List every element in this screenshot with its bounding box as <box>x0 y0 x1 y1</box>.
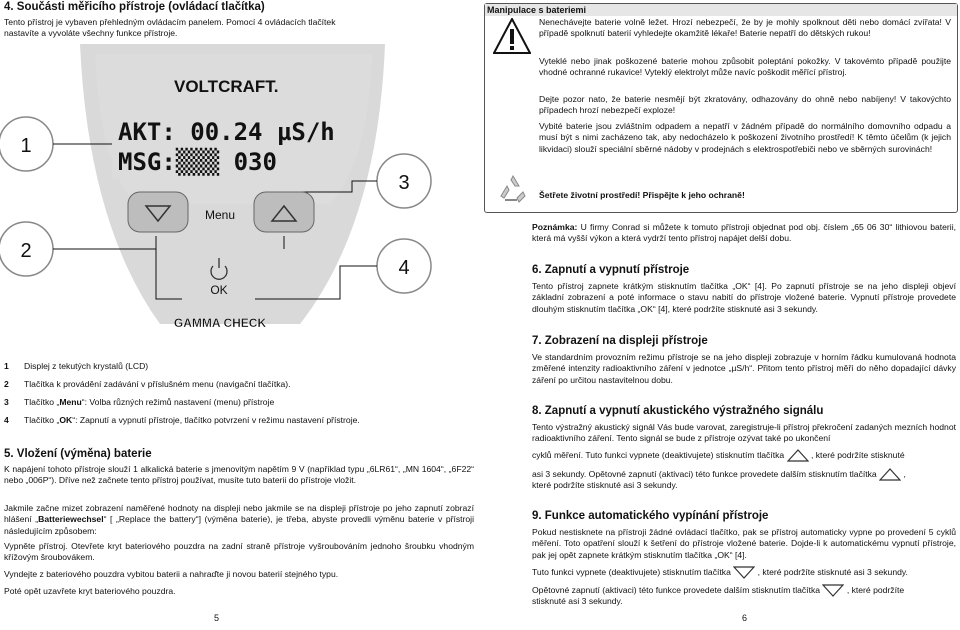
battery-paragraph-1: K napájení tohoto přístroje slouží 1 alkalická baterie s jmenovitým napětím 9 V (například typu „6LR61“, „MN 1604“, „6F22“ nebo „006P“). Dříve než začnete tento přístroj používat, musíte tuto baterii do přístroje vložit. <box>4 464 474 486</box>
section-8-text-2: cyklů měření. Tuto funkci vypnete (deaktivujete) stisknutím tlačítka , které podržíte stisknuté <box>532 449 956 462</box>
battery-paragraph-3: Vypněte přístroj. Otevřete kryt bateriového pouzdra na zadní straně přístroje vyšroubováním jednoho šroubku vhodným křížovým šroubovákem. <box>4 541 474 563</box>
up-triangle-icon <box>787 449 809 462</box>
battery-warning-box <box>484 3 958 213</box>
section-6-text: Tento přístroj zapnete krátkým stisknutím tlačítka „OK“ [4]. Po zapnutí přístroje se na jeho displeji objeví základní zobrazení a poté informace o stavu nabití do přístroje vložené baterie. Vypnutí přístroje provedete dlouhým stisknutím tlačítka „OK“ [4], které podržíte stisknuté asi 3 sekundy. <box>532 281 956 314</box>
battery-paragraph-4: Vyndejte z bateriového pouzdra vybitou baterii a nahraďte ji novou baterií stejného typu. <box>4 569 339 579</box>
section-9-heading: 9. Funkce automatického vypínání přístroje <box>532 510 769 522</box>
brand-logo: VOLTCRAFT. <box>174 77 279 96</box>
legend-item-3: 3 Tlačítko „Menu“: Volba různých režimů nastavení (menu) přístroje <box>4 397 275 407</box>
section-9-text-3: Opětovné zapnutí (aktivaci) této funkce provedete dalším stisknutím tlačítka , které podržíte <box>532 584 956 597</box>
page-number-right: 6 <box>742 613 748 623</box>
up-button[interactable] <box>254 192 314 232</box>
warning-paragraph-5: Šetřete životní prostředí! Přispějte k jeho ochraně! <box>539 190 745 200</box>
section-8-text-4: které podržíte stisknuté asi 3 sekundy. <box>532 480 678 490</box>
section-8-heading: 8. Zapnutí a vypnutí akustického výstražného signálu <box>532 405 824 417</box>
warning-triangle-icon <box>493 18 531 54</box>
section-9-text-2: Tuto funkci vypnete (deaktivujete) stisknutím tlačítka , které podržíte stisknuté asi 3 sekundy. <box>532 566 956 579</box>
callout-4-label: 4 <box>398 257 410 279</box>
warning-paragraph-3: Dejte pozor nato, že baterie nesmějí být zkratovány, odhazovány do ohně nebo nabíjeny! V takovýchto případech hrozí nebezpečí exploze! <box>539 94 951 116</box>
section-7-heading: 7. Zobrazení na displeji přístroje <box>532 335 708 347</box>
note-paragraph: Poznámka: U firmy Conrad si můžete k tomuto přístroji objednat pod obj. číslem „65 06 30“ lithiovou baterii, která má vyšší výkon a která vydrží tento přístroj napájet delší dobu. <box>532 222 956 244</box>
section-9-text-1: Pokud nestisknete na přístroji žádné ovládací tlačítko, pak se přístroj automaticky vypne po provedení 5 cyklů měření. Toto opatření slouží k šetření do přístroje vložené baterie. Dojde-li k automatickému vypnutí přístroje, pak jej opět zapnete krátkým stisknutím tlačítka „OK“ [4]. <box>532 527 956 560</box>
legend-item-4: 4 Tlačítko „OK“: Zapnutí a vypnutí přístroje, tlačítko potvrzení v režimu nastavení přístroje. <box>4 415 360 425</box>
section-8-text-1: Tento výstražný akustický signál Vás bude varovat, zaregistruje-li přístroj překročení zadaných mezních hodnot radioaktivního záření. Tento signál se bude z přístroje ozývat také po ukončení <box>532 422 956 444</box>
down-triangle-icon <box>733 566 755 579</box>
callout-1-label: 1 <box>20 135 32 157</box>
right-page <box>480 0 960 630</box>
page-number-left: 5 <box>214 613 220 623</box>
legend-item-2: 2 Tlačítka k provádění zadávání v příslušném menu (navigační tlačítka). <box>4 379 291 389</box>
down-button[interactable] <box>128 192 188 232</box>
lcd-line-1: AKT: 00.24 µS/h <box>118 118 335 146</box>
section-4-intro: Tento přístroj je vybaven přehledným ovládacím panelem. Pomocí 4 ovládacích tlačítek nastavíte a vyvoláte všechny funkce přístroje. <box>4 17 336 39</box>
warning-title: Manipulace s bateriemi <box>485 4 957 16</box>
section-7-text: Ve standardním provozním režimu přístroje se na jeho displeji zobrazuje v horním řádku kumulovaná hodnota změřené intenzity radioaktivního záření v jednotce „µS/h“. Přitom tento přístroj měří do něho dopadající dávky záření po určitou nastavitelnou dobu. <box>532 352 956 385</box>
recycle-icon <box>497 174 529 204</box>
legend-item-1: 1 Displej z tekutých krystalů (LCD) <box>4 361 149 371</box>
device-illustration <box>0 44 480 344</box>
ok-button-label: OK <box>210 283 228 297</box>
battery-paragraph-5: Poté opět uzavřete kryt bateriového pouzdra. <box>4 586 176 596</box>
section-8-text-3: asi 3 sekundy. Opětovné zapnutí (aktivaci) této funkce provedete dalším stisknutím tlačítka , <box>532 468 956 481</box>
warning-paragraph-2: Vyteklé nebo jinak poškozené baterie mohou způsobit poleptání pokožky. V takovémto případě použijte vhodné ochranné rukavice! Vyteklý elektrolyt může navíc poškodit měřící přístroj. <box>539 56 951 78</box>
section-5-heading: 5. Vložení (výměna) baterie <box>4 448 152 460</box>
warning-paragraph-4: Vybité baterie jsou zvláštním odpadem a nepatří v žádném případě do normálního domovního odpadu a musí být s nimi zacházeno tak, aby nedocházelo k poškození životního prostředí! K těmto účelům (k jejich likvidaci) slouží speciální sběrné nádoby v prodejnách s elektrospotřebiči nebo ve sběrných surovinách! <box>539 121 951 154</box>
section-4-heading: 4. Součásti měřicího přístroje (ovládací tlačítka) <box>4 1 265 13</box>
callout-3-label: 3 <box>398 172 410 194</box>
warning-paragraph-1: Nenechávejte baterie volně ležet. Hrozí nebezpečí, že by je mohly spolknout děti nebo domácí zvířata! V případě spolknutí baterií vyhledejte okamžitě lékaře! Baterie nepatří do dětských rukou! <box>539 17 951 39</box>
battery-paragraph-2: Jakmile začne mizet zobrazení naměřené hodnoty na displeji nebo jakmile se na displeji přístroje po jeho zapnutí zobrazí hlášení „Batteriewechsel“ [ „Replace the battery“] (výměna baterie), je třeba, abyste provedli výměnu baterie v přístroji následujícím způsobem: <box>4 503 474 536</box>
section-9-text-4: stisknuté asi 3 sekundy. <box>532 596 623 606</box>
product-logo: GAMMA CHECK <box>173 316 267 330</box>
callout-2-label: 2 <box>20 240 32 262</box>
lcd-line-2: MSG:▒▒▒ 030 <box>118 148 277 176</box>
menu-button-label: Menu <box>204 208 236 222</box>
section-6-heading: 6. Zapnutí a vypnutí přístroje <box>532 264 690 276</box>
